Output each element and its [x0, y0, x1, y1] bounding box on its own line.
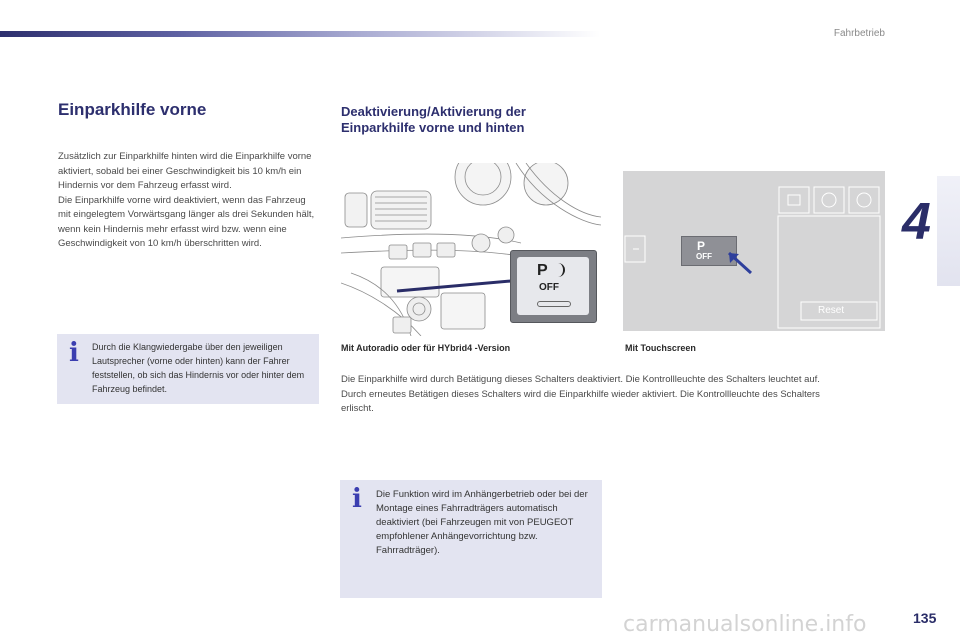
info-note-right-text: Die Funktion wird im Anhängerbetrieb oder bei der Montage eines Fahrradträgers automatisch deaktiviert (bei Fahrzeugen mit von PEUGEOT empfohlener Anhängevorrichtung bzw. Fahrradträger).	[376, 489, 588, 556]
park-assist-switch[interactable]	[510, 250, 597, 323]
sound-wave-icon	[553, 263, 565, 277]
figure2-caption: Mit Touchscreen	[625, 343, 696, 353]
info-note-right	[340, 480, 602, 598]
page-title: Einparkhilfe vorne	[58, 100, 207, 119]
section-title: Deaktivierung/Aktivierung der Einparkhilfe vorne und hinten	[341, 104, 526, 135]
info-icon: i	[69, 338, 79, 368]
left-body-text: Zusätzlich zur Einparkhilfe hinten wird die Einparkhilfe vorne aktiviert, sobald bei einer Geschwindigkeit bis 10 km/h ein Hindernis vor dem Fahrzeug erfasst wird. Die Einparkhilfe vorne wird deaktiviert, wenn das Fahrzeug mit eingelegtem Vorwärtsgang länger als drei Sekunden hält, wenn kein Hindernis mehr erfasst wird bzw. wenn eine Geschwindigkeit von 10 km/h überschritten wird.	[58, 151, 315, 249]
info-icon: i	[352, 484, 362, 514]
page-number: 135	[913, 610, 937, 626]
header-gradient-bar	[0, 31, 600, 37]
touchscreen-figure	[623, 171, 885, 331]
info-note-left	[57, 334, 319, 404]
info-note-left-text: Durch die Klangwiedergabe über den jeweiligen Lautsprecher (vorne oder hinten) kann der Fahrer feststellen, ob sich das Hindernis vor oder hinter dem Fahrzeug befindet.	[92, 342, 305, 394]
dashboard-figure	[341, 163, 601, 336]
touchscreen-p-label: P	[697, 239, 706, 253]
chapter-number: 4	[902, 193, 931, 251]
park-assist-p-label: P	[537, 262, 548, 279]
chapter-tab	[937, 176, 960, 286]
watermark: carmanualsonline.info	[623, 612, 867, 637]
arrow-pointer-icon	[727, 251, 757, 279]
touchscreen-off-label: OFF	[696, 252, 712, 261]
right-body-text: Die Einparkhilfe wird durch Betätigung dieses Schalters deaktiviert. Die Kontrollleuchte des Schalters leuchtet auf. Durch erneutes Betätigen dieses Schalters wird die Einparkhilfe wieder aktiviert. Die Kontrollleuchte des Schalters erlischt.	[341, 374, 820, 414]
figure1-caption: Mit Autoradio oder für HYbrid4 -Version	[341, 343, 511, 353]
park-assist-switch-face	[517, 257, 589, 315]
section-label: Fahrbetrieb	[833, 28, 885, 39]
reset-label: Reset	[818, 305, 845, 316]
indicator-light	[537, 301, 571, 307]
park-assist-off-label: OFF	[539, 282, 559, 293]
